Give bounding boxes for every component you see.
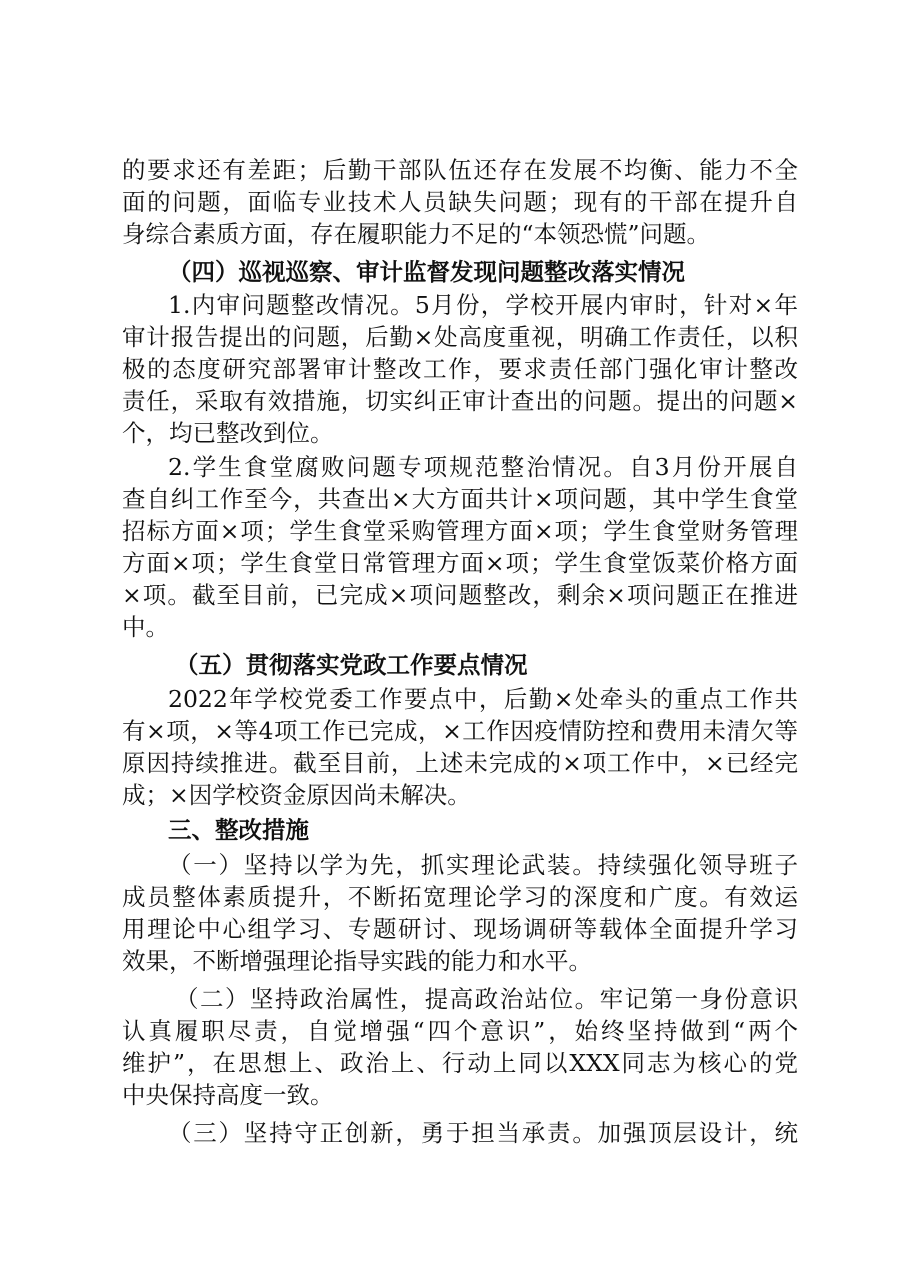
body-line: 效果，不断增强理论指导实践的能力和水平。 — [122, 947, 592, 975]
body-line: 方面×项；学生食堂日常管理方面×项；学生食堂饭菜价格方面 — [122, 549, 798, 577]
body-line: ×项。截至目前，已完成×项问题整改，剩余×项问题正在推进 — [122, 581, 798, 609]
body-line: 面的问题，面临专业技术人员缺失问题；现有的干部在提升自 — [122, 188, 798, 216]
body-line: 1.内审问题整改情况。5月份，学校开展内审时，针对×年 — [168, 291, 798, 319]
body-line: 2.学生食堂腐败问题专项规范整治情况。自3月份开展自 — [168, 453, 798, 481]
body-line: 认真履职尽责，自觉增强“四个意识”，始终坚持做到“两个 — [122, 1017, 798, 1045]
body-line: 原因持续推进。截至目前，上述未完成的×项工作中，×已经完 — [122, 749, 798, 777]
chapter-heading-3: 三、整改措施 — [168, 816, 309, 844]
body-line: 极的态度研究部署审计整改工作，要求责任部门强化审计整改 — [122, 355, 798, 383]
body-line: 查自纠工作至今，共查出×大方面共计×项问题，其中学生食堂 — [122, 485, 798, 513]
body-line: 成；×因学校资金原因尚未解决。 — [122, 781, 471, 809]
body-line: 有×项，×等4项工作已完成，×工作因疫情防控和费用未清欠等 — [122, 717, 798, 745]
body-line: （二）坚持政治属性，提高政治站位。牢记第一身份意识 — [175, 985, 798, 1013]
body-line: 身综合素质方面，存在履职能力不足的“本领恐慌”问题。 — [122, 220, 711, 248]
body-line: 中央保持高度一致。 — [122, 1081, 334, 1109]
body-line: 招标方面×项；学生食堂采购管理方面×项；学生食堂财务管理 — [122, 517, 798, 545]
body-line: （一）坚持以学为先，抓实理论武装。持续强化领导班子 — [168, 851, 798, 879]
body-line: 2022年学校党委工作要点中，后勤×处牵头的重点工作共 — [168, 685, 798, 713]
body-line: 个，均已整改到位。 — [122, 419, 334, 447]
body-line: 成员整体素质提升，不断拓宽理论学习的深度和广度。有效运 — [122, 883, 798, 911]
body-line: 维护”，在思想上、政治上、行动上同以XXX同志为核心的党 — [122, 1049, 798, 1077]
body-line: 责任，采取有效措施，切实纠正审计查出的问题。提出的问题× — [122, 387, 798, 415]
body-line: 审计报告提出的问题，后勤×处高度重视，明确工作责任，以积 — [122, 323, 798, 351]
body-line: 用理论中心组学习、专题研讨、现场调研等载体全面提升学习 — [122, 915, 798, 943]
body-line: 的要求还有差距；后勤干部队伍还存在发展不均衡、能力不全 — [122, 156, 798, 184]
section-heading-4: （四）巡视巡察、审计监督发现问题整改落实情况 — [168, 258, 685, 286]
section-heading-5: （五）贯彻落实党政工作要点情况 — [175, 651, 528, 679]
body-line: 中。 — [122, 613, 169, 641]
body-line: （三）坚持守正创新，勇于担当承责。加强顶层设计，统 — [168, 1119, 798, 1147]
